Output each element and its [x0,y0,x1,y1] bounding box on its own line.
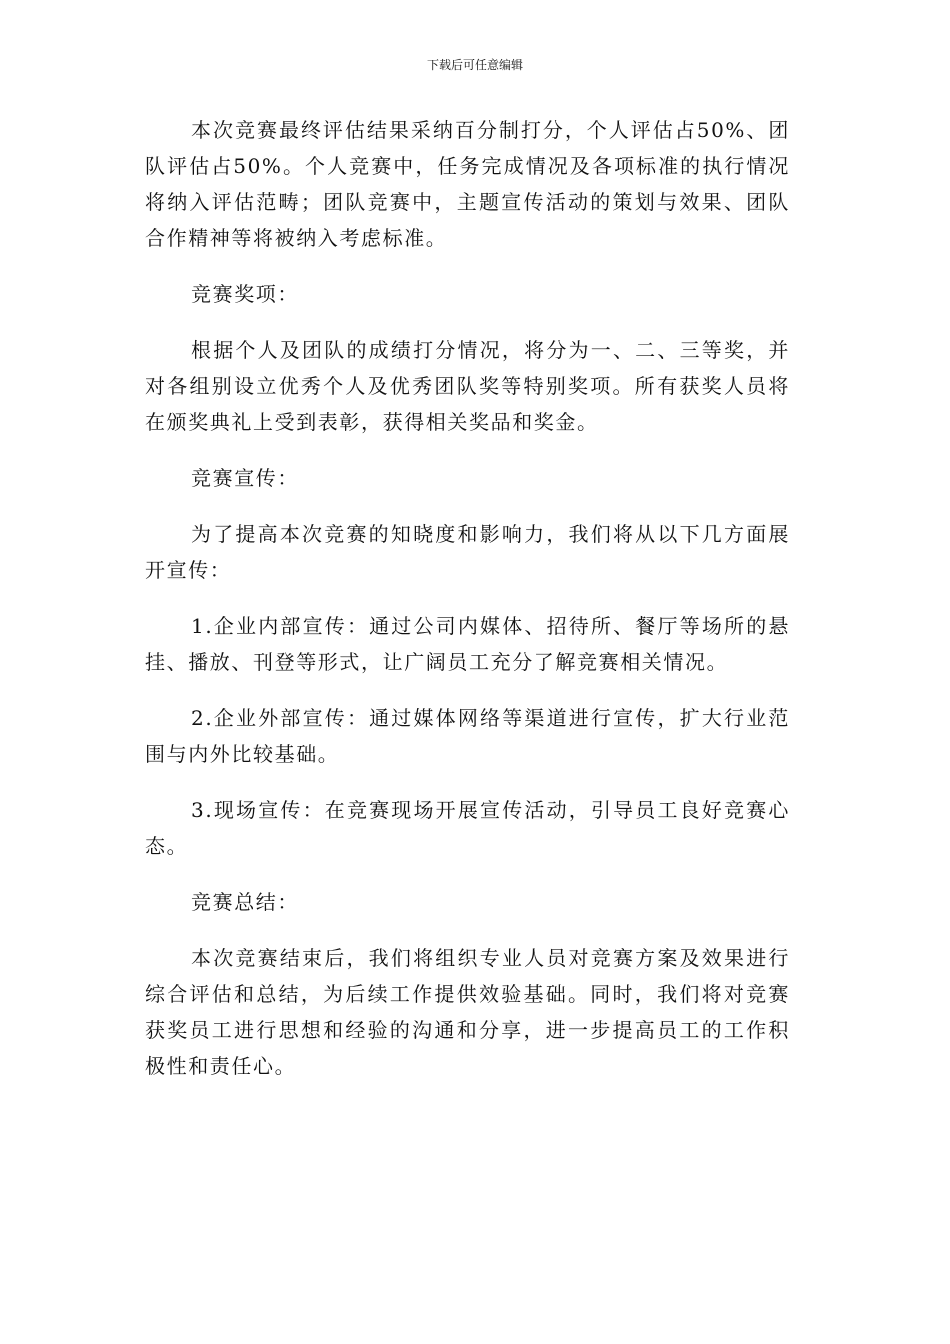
page-header-note: 下载后可任意编辑 [426,58,523,72]
summary-paragraph: 本次竞赛结束后，我们将组织专业人员对竞赛方案及效果进行综合评估和总结，为后续工作提供效验基础。同时，我们将对竞赛获奖员工进行思想和经验的沟通和分享，进一步提高员工的工作积极性和责任心。 [145,946,790,1078]
summary-heading: 竞赛总结： [191,890,299,914]
evaluation-paragraph: 本次竞赛最终评估结果采纳百分制打分，个人评估占50%、团队评估占50%。个人竞赛中，任务完成情况及各项标准的执行情况将纳入评估范畴；团队竞赛中，主题宣传活动的策划与效果、团队合作精神等将被纳入考虑标准。 [145,118,790,250]
document-body [145,112,790,1104]
awards-paragraph: 根据个人及团队的成绩打分情况，将分为一、二、三等奖，并对各组别设立优秀个人及优秀团队奖等特别奖项。所有获奖人员将在颁奖典礼上受到表彰，获得相关奖品和奖金。 [145,338,790,434]
publicity-item-internal: 1.企业内部宣传：通过公司内媒体、招待所、餐厅等场所的悬挂、播放、刊登等形式，让广阔员工充分了解竞赛相关情况。 [145,614,790,674]
publicity-intro-paragraph: 为了提高本次竞赛的知晓度和影响力，我们将从以下几方面展开宣传： [145,522,790,582]
publicity-item-onsite: 3.现场宣传：在竞赛现场开展宣传活动，引导员工良好竞赛心态。 [145,798,790,858]
awards-heading: 竞赛奖项： [191,282,299,306]
publicity-heading: 竞赛宣传： [191,466,299,490]
publicity-item-external: 2.企业外部宣传：通过媒体网络等渠道进行宣传，扩大行业范围与内外比较基础。 [145,706,790,766]
